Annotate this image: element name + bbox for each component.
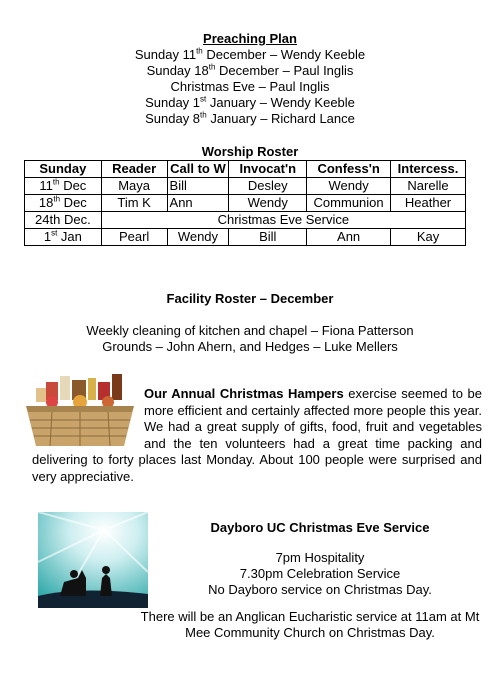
table-header-row: [25, 161, 466, 178]
worship-roster-table: [24, 160, 466, 246]
table-cell: Communion: [307, 195, 391, 212]
preaching-plan: [0, 31, 500, 127]
table-cell: Bill: [167, 178, 229, 195]
table-cell: Bill: [229, 229, 307, 246]
hamper-paragraph: [32, 386, 482, 485]
table-row: [25, 178, 466, 195]
table-cell: 11th Dec: [25, 178, 102, 195]
table-cell: 18th Dec: [25, 195, 102, 212]
hamper-body: exercise seemed to be more efficient and certainly affected more people this year. We had a great supply of gifts, food, fruit and vegetables and the ten volunteers had a great time packing and delivering to forty places last Monday. About 100 people were surprised and very appreciative.: [32, 386, 483, 484]
table-cell: Kay: [391, 229, 466, 246]
table-cell: Wendy: [229, 195, 307, 212]
table-row: [25, 195, 466, 212]
preaching-entry: Sunday 18th December – Paul Inglis: [146, 62, 354, 78]
preaching-entry: Christmas Eve – Paul Inglis: [170, 79, 330, 94]
table-cell: Ann: [307, 229, 391, 246]
column-header: Sunday: [25, 161, 102, 178]
facility-line: Weekly cleaning of kitchen and chapel – Fiona Patterson: [86, 323, 414, 338]
table-cell: 24th Dec.: [25, 212, 102, 229]
christmas-eve-section: [150, 520, 490, 598]
nativity-image: [38, 512, 148, 608]
worship-roster-title: Worship Roster: [201, 144, 299, 159]
table-cell: Narelle: [391, 178, 466, 195]
christmas-eve-title: Dayboro UC Christmas Eve Service: [210, 520, 430, 535]
column-header: Call to W: [167, 161, 229, 178]
column-header: Intercess.: [391, 161, 466, 178]
table-cell: Maya: [101, 178, 167, 195]
table-cell: Wendy: [167, 229, 229, 246]
table-cell: Pearl: [101, 229, 167, 246]
facility-roster: [0, 323, 500, 355]
preaching-entry: Sunday 1st January – Wendy Keeble: [145, 94, 355, 110]
table-cell: Tim K: [101, 195, 167, 212]
table-row: [25, 229, 466, 246]
facility-line: Grounds – John Ahern, and Hedges – Luke Mellers: [102, 339, 398, 354]
table-cell: Heather: [391, 195, 466, 212]
christmas-eve-line: 7pm Hospitality: [275, 550, 365, 565]
preaching-plan-title: Preaching Plan: [203, 31, 297, 46]
table-cell: Christmas Eve Service: [101, 212, 465, 229]
anglican-notice: There will be an Anglican Eucharistic service at 11am at Mt Mee Community Church on Christmas Day.: [140, 609, 480, 640]
table-row: [25, 212, 466, 229]
column-header: Reader: [101, 161, 167, 178]
preaching-entry: Sunday 11th December – Wendy Keeble: [134, 46, 366, 62]
table-cell: Desley: [229, 178, 307, 195]
christmas-eve-line: No Dayboro service on Christmas Day.: [208, 582, 432, 597]
table-cell: 1st Jan: [25, 229, 102, 246]
facility-roster-title: Facility Roster – December: [166, 291, 334, 306]
column-header: Confess'n: [307, 161, 391, 178]
table-cell: Wendy: [307, 178, 391, 195]
hamper-lead: Our Annual Christmas Hampers: [144, 386, 344, 401]
preaching-entry: Sunday 8th January – Richard Lance: [145, 110, 355, 126]
table-cell: Ann: [167, 195, 229, 212]
christmas-eve-line: 7.30pm Celebration Service: [239, 566, 401, 581]
column-header: Invocat'n: [229, 161, 307, 178]
